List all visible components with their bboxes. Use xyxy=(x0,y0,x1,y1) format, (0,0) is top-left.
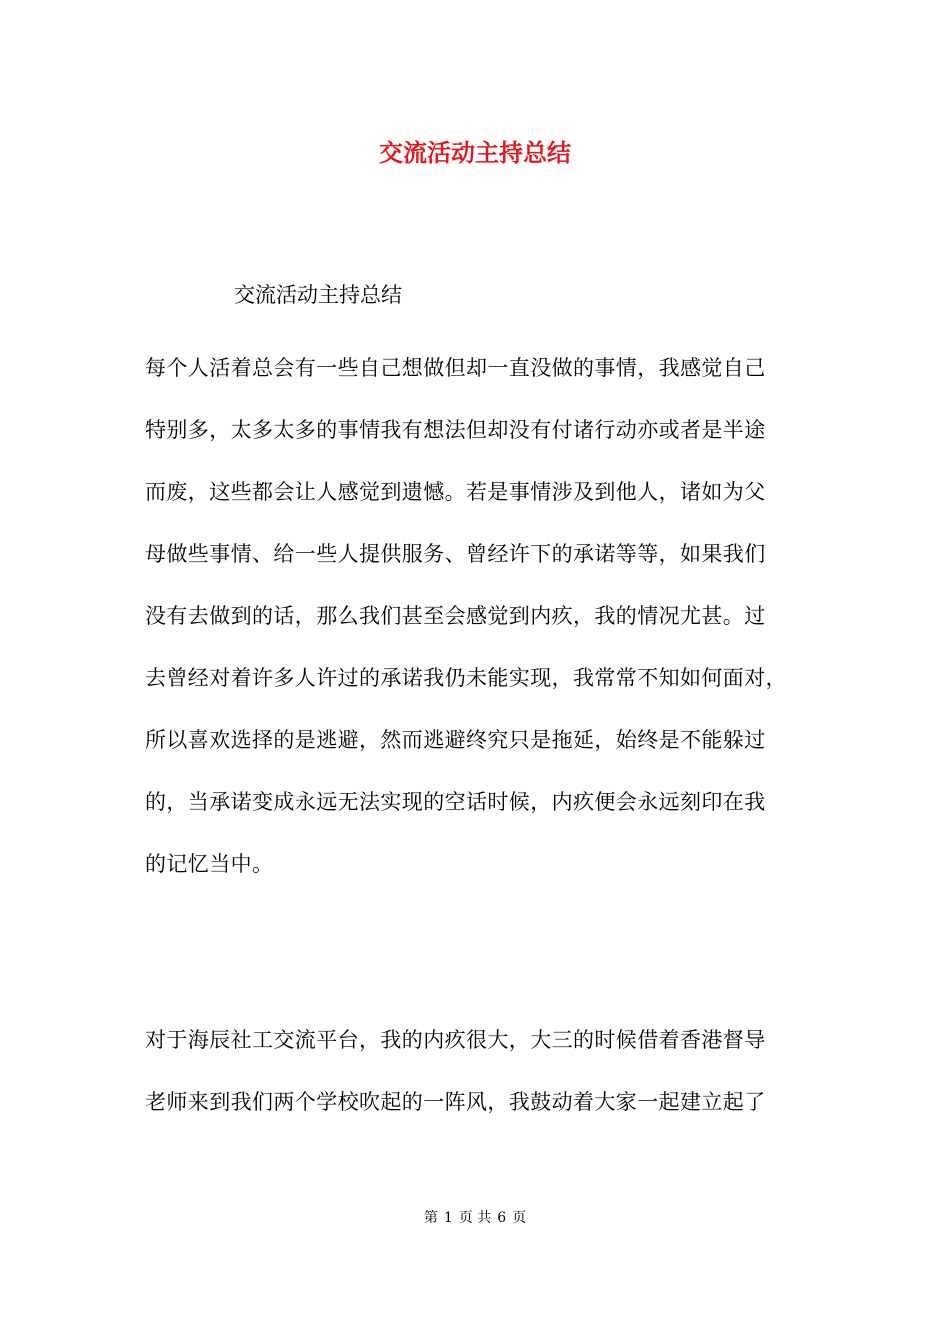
paragraph-line: 每个人活着总会有一些自己想做但却一直没做的事情，我感觉自己 xyxy=(145,356,766,380)
paragraph-line: 对于海辰社工交流平台，我的内疚很大，大三的时候借着香港督导 xyxy=(145,1028,766,1052)
paragraph-1 xyxy=(145,353,810,911)
paragraph-line: 去曾经对着许多人许过的承诺我仍未能实现，我常常不知如何面对， xyxy=(145,666,787,690)
footer-prefix: 第 xyxy=(423,1210,438,1226)
paragraph-2 xyxy=(145,1025,810,1149)
footer-suffix: 页 xyxy=(512,1210,527,1226)
footer-page-number: 1 xyxy=(443,1210,453,1226)
paragraph-line: 的，当承诺变成永远无法实现的空话时候，内疚便会永远刻印在我 xyxy=(145,790,766,814)
paragraph-line: 特别多，太多太多的事情我有想法但却没有付诸行动亦或者是半途 xyxy=(145,418,766,442)
footer-middle: 页 共 xyxy=(458,1210,492,1226)
paragraph-line: 而废，这些都会让人感觉到遗憾。若是事情涉及到他人，诸如为父 xyxy=(145,480,766,504)
page-footer xyxy=(0,1208,950,1228)
paragraph-line: 老师来到我们两个学校吹起的一阵风，我鼓动着大家一起建立起了 xyxy=(145,1090,766,1114)
paragraph-line: 母做些事情、给一些人提供服务、曾经许下的承诺等等，如果我们 xyxy=(145,542,766,566)
document-title: 交流活动主持总结 xyxy=(379,138,571,167)
document-subtitle: 交流活动主持总结 xyxy=(234,283,402,307)
paragraph-line: 的记忆当中。 xyxy=(145,852,274,876)
footer-total-pages: 6 xyxy=(497,1210,507,1226)
paragraph-line: 没有去做到的话，那么我们甚至会感觉到内疚，我的情况尤甚。过 xyxy=(145,604,766,628)
paragraph-line: 所以喜欢选择的是逃避，然而逃避终究只是拖延，始终是不能躲过 xyxy=(145,728,766,752)
